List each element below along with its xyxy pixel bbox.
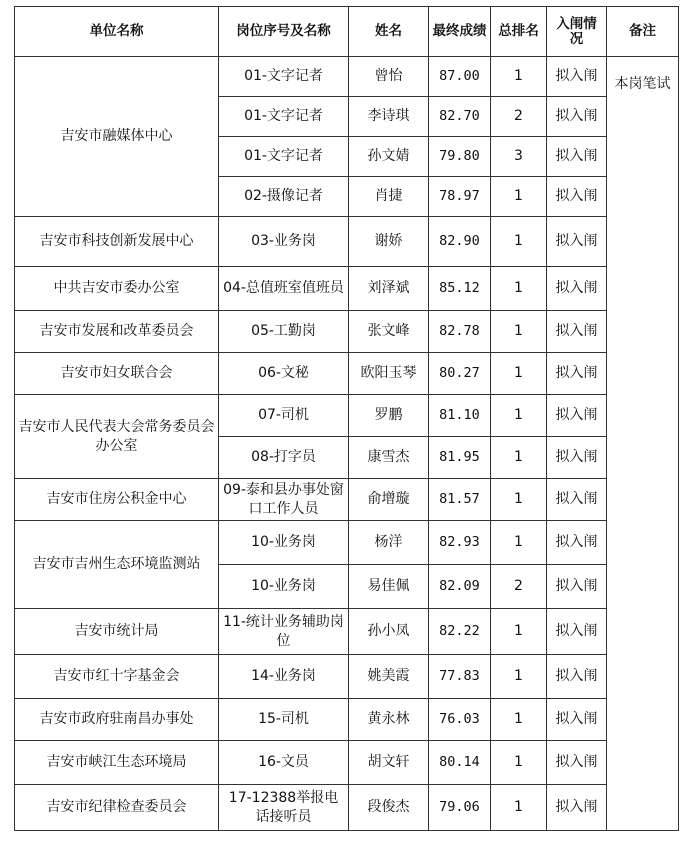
rank-cell: 1 — [491, 741, 547, 785]
status-cell: 拟入闱 — [547, 785, 607, 831]
status-cell: 拟入闱 — [547, 741, 607, 785]
table-row — [15, 655, 679, 699]
score-cell: 82.78 — [429, 311, 491, 353]
position-cell: 04-总值班室值班员 — [219, 267, 349, 311]
status-cell: 拟入闱 — [547, 395, 607, 437]
status-cell: 拟入闱 — [547, 177, 607, 217]
position-cell: 14-业务岗 — [219, 655, 349, 699]
position-cell: 11-统计业务辅助岗位 — [219, 609, 349, 655]
rank-cell: 1 — [491, 521, 547, 565]
position-cell: 05-工勤岗 — [219, 311, 349, 353]
unit-cell: 吉安市峡江生态环境局 — [15, 741, 219, 785]
position-cell: 01-文字记者 — [219, 97, 349, 137]
position-cell: 08-打字员 — [219, 437, 349, 479]
table-row — [15, 699, 679, 741]
table-row — [15, 267, 679, 311]
header-position: 岗位序号及名称 — [219, 7, 349, 57]
header-score: 最终成绩 — [429, 7, 491, 57]
status-cell: 拟入闱 — [547, 437, 607, 479]
position-cell: 17-12388举报电话接听员 — [219, 785, 349, 831]
score-cell: 81.10 — [429, 395, 491, 437]
name-cell: 姚美霞 — [349, 655, 429, 699]
name-cell: 孙小凤 — [349, 609, 429, 655]
name-cell: 易佳佩 — [349, 565, 429, 609]
name-cell: 谢娇 — [349, 217, 429, 267]
rank-cell: 3 — [491, 137, 547, 177]
name-cell: 罗鹏 — [349, 395, 429, 437]
rank-cell: 1 — [491, 655, 547, 699]
rank-cell: 1 — [491, 267, 547, 311]
unit-cell: 吉安市红十字基金会 — [15, 655, 219, 699]
table-row — [15, 479, 679, 521]
rank-cell: 2 — [491, 565, 547, 609]
header-row — [15, 7, 679, 57]
unit-cell: 吉安市科技创新发展中心 — [15, 217, 219, 267]
position-cell: 10-业务岗 — [219, 521, 349, 565]
status-cell: 拟入闱 — [547, 311, 607, 353]
score-cell: 82.90 — [429, 217, 491, 267]
score-cell: 78.97 — [429, 177, 491, 217]
unit-cell: 中共吉安市委办公室 — [15, 267, 219, 311]
rank-cell: 2 — [491, 97, 547, 137]
name-cell: 张文峰 — [349, 311, 429, 353]
table-row — [15, 521, 679, 565]
header-status: 入闱情况 — [547, 7, 607, 57]
position-cell: 01-文字记者 — [219, 57, 349, 97]
table-row — [15, 785, 679, 831]
unit-cell: 吉安市融媒体中心 — [15, 57, 219, 217]
unit-cell: 吉安市发展和改革委员会 — [15, 311, 219, 353]
rank-cell: 1 — [491, 699, 547, 741]
table-row — [15, 741, 679, 785]
name-cell: 俞增璇 — [349, 479, 429, 521]
name-cell: 曾怡 — [349, 57, 429, 97]
header-rank: 总排名 — [491, 7, 547, 57]
status-cell: 拟入闱 — [547, 217, 607, 267]
position-cell: 16-文员 — [219, 741, 349, 785]
unit-cell: 吉安市吉州生态环境监测站 — [15, 521, 219, 609]
score-cell: 76.03 — [429, 699, 491, 741]
name-cell: 孙文婧 — [349, 137, 429, 177]
score-cell: 79.80 — [429, 137, 491, 177]
unit-cell: 吉安市人民代表大会常务委员会办公室 — [15, 395, 219, 479]
rank-cell: 1 — [491, 217, 547, 267]
position-cell: 06-文秘 — [219, 353, 349, 395]
status-cell: 拟入闱 — [547, 137, 607, 177]
unit-cell: 吉安市统计局 — [15, 609, 219, 655]
table-row — [15, 57, 679, 97]
header-unit: 单位名称 — [15, 7, 219, 57]
unit-cell: 吉安市住房公积金中心 — [15, 479, 219, 521]
position-cell: 03-业务岗 — [219, 217, 349, 267]
table-row — [15, 353, 679, 395]
table-body — [15, 57, 679, 831]
results-table — [14, 6, 679, 831]
status-cell: 拟入闱 — [547, 699, 607, 741]
name-cell: 康雪杰 — [349, 437, 429, 479]
name-cell: 段俊杰 — [349, 785, 429, 831]
status-cell: 拟入闱 — [547, 97, 607, 137]
table-row — [15, 311, 679, 353]
position-cell: 02-摄像记者 — [219, 177, 349, 217]
status-cell: 拟入闱 — [547, 655, 607, 699]
position-cell: 07-司机 — [219, 395, 349, 437]
score-cell: 82.70 — [429, 97, 491, 137]
unit-cell: 吉安市纪律检查委员会 — [15, 785, 219, 831]
score-cell: 87.00 — [429, 57, 491, 97]
rank-cell: 1 — [491, 57, 547, 97]
score-cell: 82.22 — [429, 609, 491, 655]
rank-cell: 1 — [491, 177, 547, 217]
rank-cell: 1 — [491, 479, 547, 521]
name-cell: 刘泽斌 — [349, 267, 429, 311]
score-cell: 81.95 — [429, 437, 491, 479]
table-row — [15, 217, 679, 267]
score-cell: 81.57 — [429, 479, 491, 521]
rank-cell: 1 — [491, 395, 547, 437]
score-cell: 85.12 — [429, 267, 491, 311]
name-cell: 欧阳玉琴 — [349, 353, 429, 395]
rank-cell: 1 — [491, 785, 547, 831]
status-cell: 拟入闱 — [547, 57, 607, 97]
unit-cell: 吉安市妇女联合会 — [15, 353, 219, 395]
position-cell: 10-业务岗 — [219, 565, 349, 609]
name-cell: 杨洋 — [349, 521, 429, 565]
name-cell: 李诗琪 — [349, 97, 429, 137]
position-cell: 01-文字记者 — [219, 137, 349, 177]
position-cell: 09-泰和县办事处窗口工作人员 — [219, 479, 349, 521]
rank-cell: 1 — [491, 353, 547, 395]
score-cell: 79.06 — [429, 785, 491, 831]
name-cell: 黄永林 — [349, 699, 429, 741]
status-cell: 拟入闱 — [547, 353, 607, 395]
score-cell: 77.83 — [429, 655, 491, 699]
remark-cell: 本岗笔试 — [607, 57, 679, 831]
status-cell: 拟入闱 — [547, 609, 607, 655]
status-cell: 拟入闱 — [547, 479, 607, 521]
status-cell: 拟入闱 — [547, 565, 607, 609]
header-remark: 备注 — [607, 7, 679, 57]
status-cell: 拟入闱 — [547, 267, 607, 311]
table-row — [15, 395, 679, 437]
rank-cell: 1 — [491, 609, 547, 655]
rank-cell: 1 — [491, 311, 547, 353]
score-cell: 82.09 — [429, 565, 491, 609]
name-cell: 胡文轩 — [349, 741, 429, 785]
score-cell: 80.14 — [429, 741, 491, 785]
position-cell: 15-司机 — [219, 699, 349, 741]
name-cell: 肖捷 — [349, 177, 429, 217]
header-name: 姓名 — [349, 7, 429, 57]
rank-cell: 1 — [491, 437, 547, 479]
table-row — [15, 609, 679, 655]
status-cell: 拟入闱 — [547, 521, 607, 565]
score-cell: 80.27 — [429, 353, 491, 395]
unit-cell: 吉安市政府驻南昌办事处 — [15, 699, 219, 741]
score-cell: 82.93 — [429, 521, 491, 565]
